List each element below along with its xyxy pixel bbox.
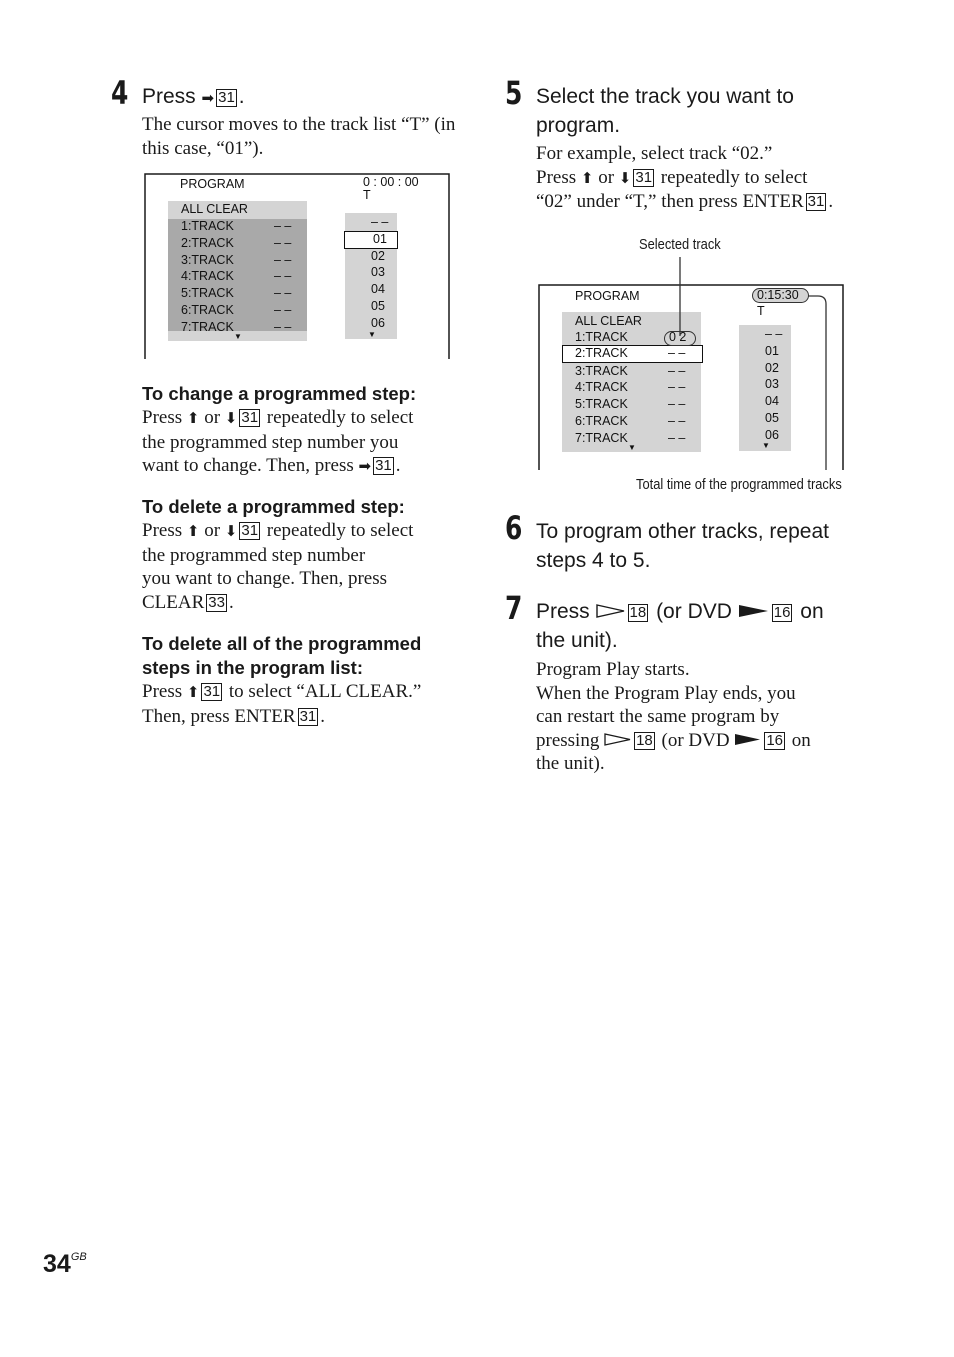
track-item[interactable]: 6:TRACK — [181, 303, 234, 317]
track-number-item[interactable]: 05 — [371, 299, 385, 313]
dvd-play-icon — [738, 604, 770, 618]
track-value: – – — [668, 380, 686, 395]
step-description: Program Play starts. When the Program Play ends, you can restart the same program by pressing 18 (or DVD 16 on the unit). — [536, 659, 811, 774]
key-label: 31 — [203, 683, 221, 700]
key-label: 31 — [299, 707, 317, 725]
track-item[interactable]: 6:TRACK — [575, 414, 628, 428]
step-number: 6 — [505, 509, 523, 547]
step-description: The cursor moves to the track list “T” (in this case, “01”). — [142, 114, 456, 159]
step-heading: To program other tracks, repeat steps 4 to 5. — [536, 520, 829, 572]
track-value: – – — [274, 286, 292, 301]
key-label: 18 — [629, 604, 647, 621]
track-number-item[interactable]: 02 — [765, 360, 779, 375]
paragraph: Press ⬆ or ⬇ 31 repeatedly to select the programmed step number you want to change. Then, press CLEAR 33 . — [142, 520, 414, 613]
track-item[interactable]: 2:TRACK — [181, 235, 234, 250]
track-item[interactable]: 1:TRACK — [181, 219, 234, 233]
scroll-down-icon[interactable]: ▼ — [628, 443, 636, 452]
track-number-item[interactable]: 06 — [765, 427, 779, 442]
track-item[interactable]: 1:TRACK — [575, 330, 628, 344]
track-item[interactable]: 7:TRACK — [181, 319, 234, 334]
up-arrow-icon: ⬆ — [186, 522, 200, 540]
track-number-item[interactable]: – – — [765, 327, 783, 341]
track-value: – – — [274, 235, 292, 250]
time-display: 0:15:30 — [757, 288, 799, 302]
track-column-label: T — [757, 304, 765, 318]
all-clear-item[interactable]: ALL CLEAR — [575, 314, 642, 328]
key-label: 18 — [636, 731, 653, 749]
track-item[interactable]: 3:TRACK — [181, 252, 234, 267]
selected-value: 0 2 — [669, 330, 687, 344]
scroll-down-icon[interactable]: ▼ — [234, 332, 242, 341]
track-number-item[interactable]: 04 — [371, 282, 385, 297]
key-label: 16 — [773, 604, 791, 621]
track-number-item[interactable]: 01 — [765, 343, 779, 358]
track-value: – – — [274, 219, 292, 233]
cursor-box — [344, 231, 398, 249]
key-label: 31 — [241, 522, 259, 539]
track-number-item[interactable]: 04 — [765, 394, 779, 409]
osd-screen — [538, 284, 844, 470]
step-heading: Press ➡ 31 . — [142, 85, 245, 108]
track-number-item[interactable]: 03 — [371, 265, 385, 280]
key-label: 16 — [766, 731, 784, 749]
play-icon — [596, 604, 626, 618]
track-column-label: T — [363, 188, 371, 202]
page-suffix: GB — [70, 1251, 87, 1263]
time-display: 0 : 00 : 00 — [363, 175, 419, 189]
up-arrow-icon: ⬆ — [186, 683, 200, 701]
step-heading: Press 18 (or DVD 16 on the unit). — [536, 600, 824, 652]
step-number: 4 — [111, 74, 129, 112]
subheading: To delete all of the programmed steps in the program list: — [142, 633, 422, 678]
track-item[interactable]: 7:TRACK — [575, 430, 628, 445]
program-label: PROGRAM — [180, 177, 245, 191]
paragraph: Press ⬆ or ⬇ 31 repeatedly to select the programmed step number you want to change. Then, press ➡ 31 . — [142, 407, 414, 476]
down-arrow-icon: ⬇ — [224, 409, 238, 427]
down-arrow-icon: ⬇ — [618, 168, 632, 187]
right-arrow-icon: ➡ — [358, 457, 372, 475]
cursor-track-label: 2:TRACK — [575, 346, 628, 360]
key-label: 31 — [241, 409, 259, 426]
step-number: 7 — [505, 589, 523, 627]
track-value: – – — [274, 252, 292, 267]
track-value: – – — [668, 414, 686, 428]
total-time-caption: Total time of the programmed tracks — [636, 476, 842, 493]
track-item[interactable]: 3:TRACK — [575, 363, 628, 378]
track-item[interactable]: 5:TRACK — [575, 397, 628, 412]
osd-screen — [144, 173, 450, 359]
cursor-track-value: – – — [668, 346, 686, 360]
key-label: 33 — [208, 593, 225, 611]
cursor-value: 01 — [373, 232, 387, 246]
subheading: To change a programmed step: — [142, 383, 417, 404]
all-clear-item[interactable]: ALL CLEAR — [181, 202, 248, 216]
track-number-item[interactable]: – – — [371, 215, 389, 229]
track-number-item[interactable]: 03 — [765, 377, 779, 392]
up-arrow-icon: ⬆ — [186, 409, 200, 427]
play-icon — [604, 733, 632, 746]
track-item[interactable]: 4:TRACK — [575, 380, 628, 395]
paragraph: Press ⬆ 31 to select “ALL CLEAR.” Then, press ENTER 31 . — [142, 681, 422, 727]
program-label: PROGRAM — [575, 289, 640, 303]
track-number-item[interactable]: 05 — [765, 411, 779, 425]
track-number-item[interactable]: 02 — [371, 248, 385, 263]
track-item[interactable]: 5:TRACK — [181, 286, 234, 301]
down-arrow-icon: ⬇ — [224, 522, 238, 540]
track-value: – – — [668, 363, 686, 378]
up-arrow-icon: ⬆ — [580, 168, 594, 187]
subheading: To delete a programmed step: — [142, 496, 405, 517]
key-label: 31 — [218, 89, 235, 106]
selected-track-caption: Selected track — [639, 236, 721, 253]
step-description: For example, select track “02.” Press ⬆ or ⬇ 31 repeatedly to select “02” under “T,” then press ENTER 31 . — [536, 143, 834, 212]
dvd-play-icon — [734, 733, 762, 746]
step-heading: Select the track you want to program. — [536, 85, 794, 137]
track-item[interactable]: 4:TRACK — [181, 269, 234, 284]
track-value: – – — [274, 269, 292, 284]
list-scroll-down-icon[interactable]: ▼ — [762, 441, 770, 450]
track-number-item[interactable]: 06 — [371, 315, 385, 330]
key-label: 31 — [375, 457, 392, 474]
track-value: – – — [668, 430, 686, 445]
step-number: 5 — [505, 74, 523, 112]
key-label: 31 — [807, 193, 825, 210]
right-arrow-icon: ➡ — [201, 89, 215, 107]
key-label: 31 — [635, 168, 653, 186]
track-value: – – — [668, 397, 686, 412]
list-scroll-down-icon[interactable]: ▼ — [368, 330, 376, 339]
track-value: – – — [274, 303, 292, 317]
track-value: – – — [274, 319, 292, 334]
page-number: $34^{GB}$ — [43, 1250, 87, 1278]
